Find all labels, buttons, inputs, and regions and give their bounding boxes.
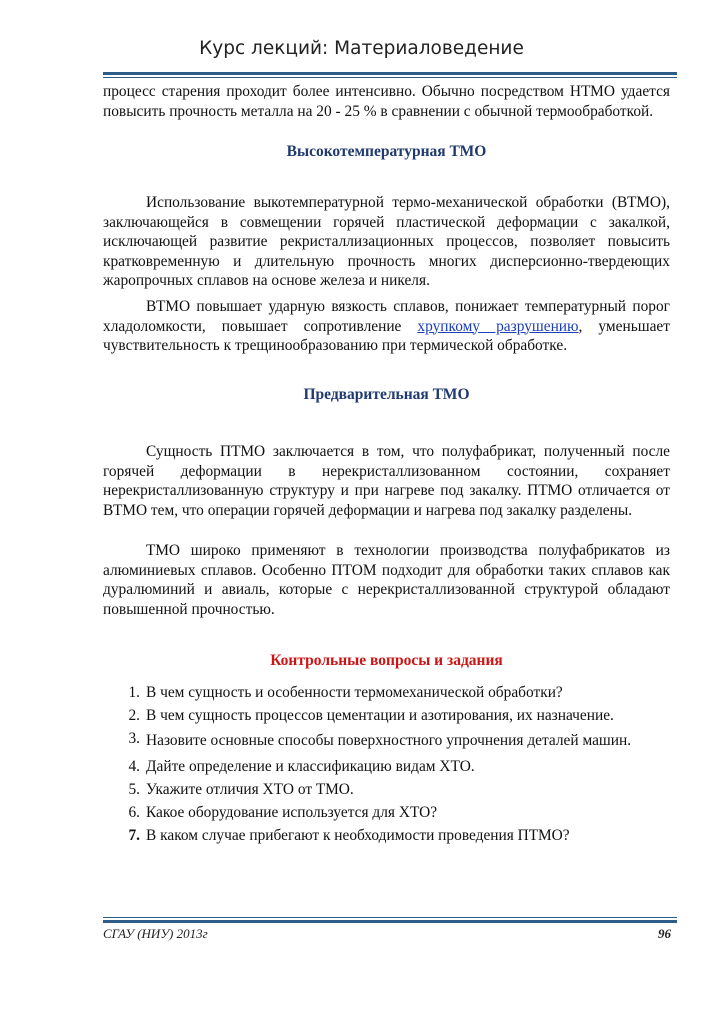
question-item	[103, 780, 670, 800]
page-header-title: Курс лекций: Материаловедение	[199, 38, 524, 59]
footer-rule-thick	[103, 920, 677, 923]
question-text: В чем сущность процессов цементации и азотирования, их назначение.	[146, 707, 614, 724]
footer-rule-thin	[103, 917, 677, 918]
question-item	[103, 729, 670, 753]
ptmo-paragraph-2: ТМО широко применяют в технологии производства полуфабрикатов из алюминиевых сплавов. Особенно ПТОМ подходит для обработки таких сплавов как дуралюминий и авиаль, которые с нерекристаллизованной структурой обладают повышенной прочностью.	[103, 542, 670, 618]
vtmo-paragraph-1: Использование выкотемпературной термо-механической обработки (ВТМО), заключающейся в совмещении горячей пластической деформации с закалкой, исключающей развитие рекристаллизационных процессов, позволяет повысить кратковременную и длительную прочность многих дисперсионно-твердеющих жаропрочных сплавов на основе железа и никеля.	[103, 194, 670, 289]
questions-list	[103, 683, 670, 849]
question-item	[103, 757, 670, 777]
header-rule-thin	[103, 77, 677, 78]
question-text: В каком случае прибегают к необходимости проведения ПТМО?	[146, 826, 570, 844]
question-text: Назовите основные способы поверхностного упрочнения деталей машин.	[146, 732, 632, 749]
question-text: Какое оборудование используется для ХТО?	[146, 803, 438, 821]
question-number: 3.	[128, 730, 140, 747]
question-number: 1.	[128, 684, 140, 701]
question-item	[103, 826, 670, 846]
question-text: Укажите отличия ХТО от ТМО.	[146, 780, 354, 798]
question-number: 7.	[128, 826, 140, 844]
header-rule-thick	[103, 72, 677, 75]
question-item	[103, 683, 670, 703]
vtmo-paragraph-2-text-a: ВТМО повышает ударную вязкость сплавов, понижает температурный порог хладоломкости, повышает сопротивление	[103, 298, 670, 335]
question-text: В чем сущность и особенности термомеханической обработки?	[146, 684, 563, 701]
question-text: Дайте определение и классификацию видам ХТО.	[146, 757, 475, 775]
vtmo-paragraph-2	[103, 297, 670, 356]
question-number: 2.	[128, 707, 140, 724]
question-number: 5.	[128, 780, 140, 798]
section-heading-vtmo: Высокотемпературная ТМО	[286, 143, 487, 160]
footer-institution: СГАУ (НИУ) 2013г	[103, 926, 208, 941]
question-item	[103, 803, 670, 823]
section-heading-ptmo: Предварительная ТМО	[303, 386, 470, 403]
section-heading-questions: Контрольные вопросы и задания	[270, 652, 503, 669]
ptmo-paragraph-1: Сущность ПТМО заключается в том, что полуфабрикат, полученный после горячей деформации в нерекристаллизованном состоянии, сохраняет нерекристаллизованную структуру и при нагреве под закалку. ПТМО отличается от ВТМО тем, что операции горячей деформации и нагрева под закалку разделены.	[103, 443, 670, 519]
question-item	[103, 706, 670, 726]
question-number: 4.	[128, 757, 140, 775]
question-number: 6.	[128, 803, 140, 821]
intro-paragraph: процесс старения проходит более интенсивно. Обычно посредством НТМО удается повысить прочность металла на 20 - 25 % в сравнении с обычной термообработкой.	[103, 83, 670, 120]
footer-page-number: 96	[658, 926, 671, 941]
brittle-fracture-link[interactable]: хрупкому разрушению	[417, 317, 579, 335]
vtmo-paragraph-2-text-b: , уменьшает чувствительность к трещинообразованию при термической обработке.	[103, 317, 670, 354]
